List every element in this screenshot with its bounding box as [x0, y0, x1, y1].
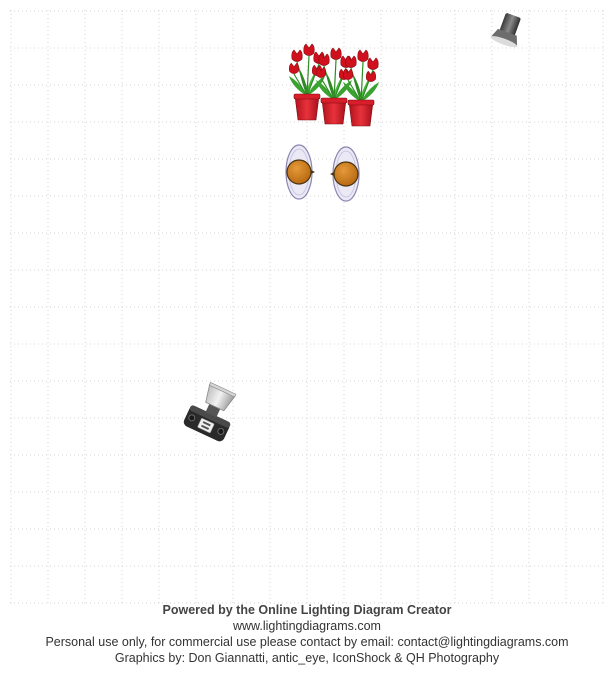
tulip-icon [289, 63, 298, 73]
tulip-icon [331, 48, 342, 60]
tulip-icon [346, 56, 357, 68]
footer-graphics-credits: Graphics by: Don Giannatti, antic_eye, IconShock & QH Photography [114, 651, 500, 665]
tulip-icon [292, 50, 303, 62]
tulip-icon [366, 71, 375, 81]
tulip-icon [368, 58, 379, 70]
person-left-icon[interactable] [286, 145, 315, 199]
tulip-icon [358, 50, 369, 62]
footer-powered-by: Powered by the Online Lighting Diagram Creator [162, 603, 452, 617]
footer-website[interactable]: www.lightingdiagrams.com [233, 619, 381, 633]
footer-usage-notice: Personal use only, for commercial use please contact by email: contact@lightingdiagrams.com [45, 635, 569, 649]
person-right-icon[interactable] [330, 147, 359, 201]
tulip-icon [304, 44, 315, 56]
strobe-light-icon[interactable] [482, 8, 534, 53]
footer-credits [0, 602, 614, 666]
camera-icon[interactable] [182, 379, 243, 443]
